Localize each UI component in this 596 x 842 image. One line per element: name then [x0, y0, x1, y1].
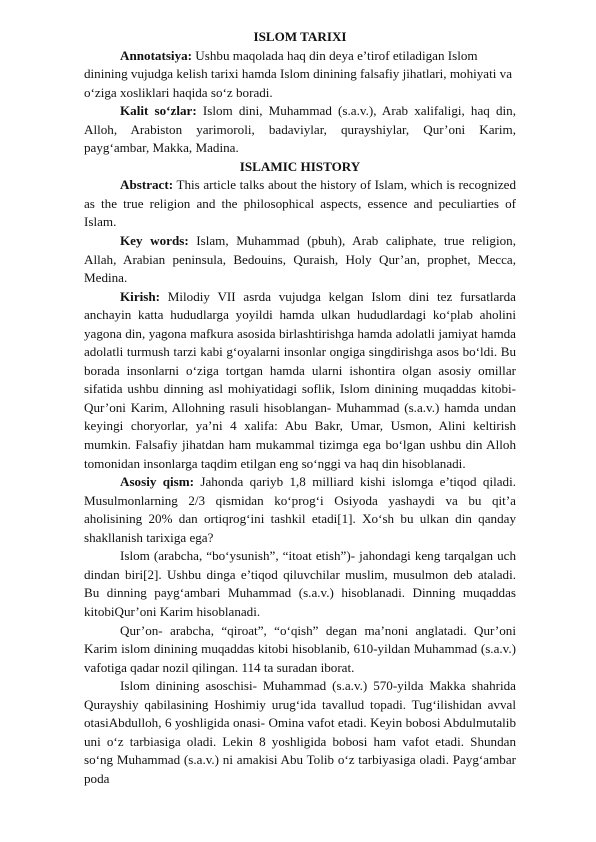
document-page	[84, 28, 516, 788]
abstract-text: This article talks about the history of Islam, which is recognized as the true religion and the philosophical aspects, essence and peculiarties of Islam.	[84, 177, 516, 230]
introduction-text: Milodiy VII asrda vujudga kelgan Islom dini tez fursatlarda anchayin katta hududlarga yoyildi hamda ulkan hududlardagi ko‘plab aholini yagona din, yagona mafkura asosida birlashtirishga hamda adolatli jamiyat hamda adolatli turmush tarzi kabi g‘oyalarni insonlar ongiga singdirishga asos bo‘ldi. Bu borada insonlarni o‘ziga tortgan hamda ularni ishontira olgan asosiy omillar sifatida ushbu dinning asl mohiyatidagi soflik, Islom dinining muqaddas kitobi- Qur’oni Karim, Allohning rasuli hisoblangan- Muhammad (s.a.v.) hamda undan keyingi choryorlar, ya’ni 4 xalifa: Abu Bakr, Umar, Usmon, Alini keltirish mumkin. Falsafiy jihatdan ham mukammal tizimga ega bo‘lgan ushbu din Alloh tomonidan insonlarga taqdim etilgan eng so‘nggi va haq din hisoblanadi.	[84, 288, 516, 471]
abstract-paragraph	[84, 176, 516, 232]
title-uzbek: ISLOM TARIXI	[253, 29, 347, 44]
abstract-label: Abstract:	[120, 177, 174, 193]
quran-definition-paragraph: Qur’on- arabcha, “qiroat”, “o‘qish” degan ma’noni anglatadi. Qur’oni Karim islom dinining muqaddas kitobi hisoblanib, 610-yildan Muhammad (s.a.v.) vafotiga qadar nozil qilingan. 114 ta suradan iborat.	[84, 622, 516, 675]
keywords-uzbek-text: Islom dini, Muhammad (s.a.v.), Arab xalifaligi, haq din, Alloh, Arabiston yarimoroli, badaviylar, qurayshiylar, Qur’oni Karim, payg‘ambar, Makka, Madina.	[84, 103, 516, 156]
islam-definition-paragraph: Islom (arabcha, “bo‘ysunish”, “itoat etish”)- jahondagi keng tarqalgan uch dindan biri[2]. Ushbu dinga e’tiqod qiluvchilar muslim, musulmon deb ataladi. Bu dinning payg‘ambari Muhammad (s.a.v.) hisoblanadi. Dinning muqaddas kitobiQur’oni Karim hisoblanadi.	[84, 548, 516, 619]
keywords-english-label: Key words:	[120, 233, 189, 249]
main-part-label: Asosiy qism:	[120, 474, 195, 490]
introduction-paragraph	[84, 288, 516, 473]
annotation-label: Annotatsiya:	[120, 47, 193, 63]
annotation-paragraph	[84, 47, 516, 103]
keywords-english-text: Islam, Muhammad (pbuh), Arab caliphate, true religion, Allah, Arabian peninsula, Bedouins, Quraish, Holy Qur’an, prophet, Mecca, Medina.	[84, 233, 516, 286]
annotation-text: Ushbu maqolada haq din deya e’tirof etiladigan Islom dinining vujudga kelish tarixi hamda Islom dinining falsafiy jihatlari, mohiyati va o‘ziga xosliklari haqida so‘z boradi.	[84, 47, 513, 100]
keywords-uzbek-label: Kalit so‘zlar:	[120, 103, 197, 119]
main-part-paragraph	[84, 473, 516, 547]
main-part-text: Jahonda qariyb 1,8 milliard kishi islomga e’tiqod qiladi. Musulmonlarning 2/3 qismidan ko‘prog‘i Osiyoda yashaydi va bu qit’a aholisining 20% dan ortiqrog‘ini tashkil etadi[1]. Xo‘sh bu ulkan din qanday shakllanish tarixiga ega?	[84, 474, 516, 545]
title-english: ISLAMIC HISTORY	[239, 158, 361, 174]
introduction-label: Kirish:	[120, 288, 161, 304]
keywords-uzbek-paragraph	[84, 102, 516, 158]
founder-paragraph: Islom dinining asoschisi- Muhammad (s.a.v.) 570-yilda Makka shahrida Qurayshiy qabilasining Hoshimiy urug‘ida tavallud topadi. Tug‘ilishidan avval otasiAbdulloh, 6 yoshligida onasi- Omina vafot etadi. Keyin bobosi Abdulmutalib uni o‘z tarbiasiga oladi. Lekin 8 yoshligida bobosi ham vafot etadi. Shundan so‘ng Muhammad (s.a.v.) ni amakisi Abu Tolib o‘z tarbiyasiga oladi. Payg‘ambar poda	[84, 678, 516, 786]
keywords-english-paragraph	[84, 232, 516, 288]
